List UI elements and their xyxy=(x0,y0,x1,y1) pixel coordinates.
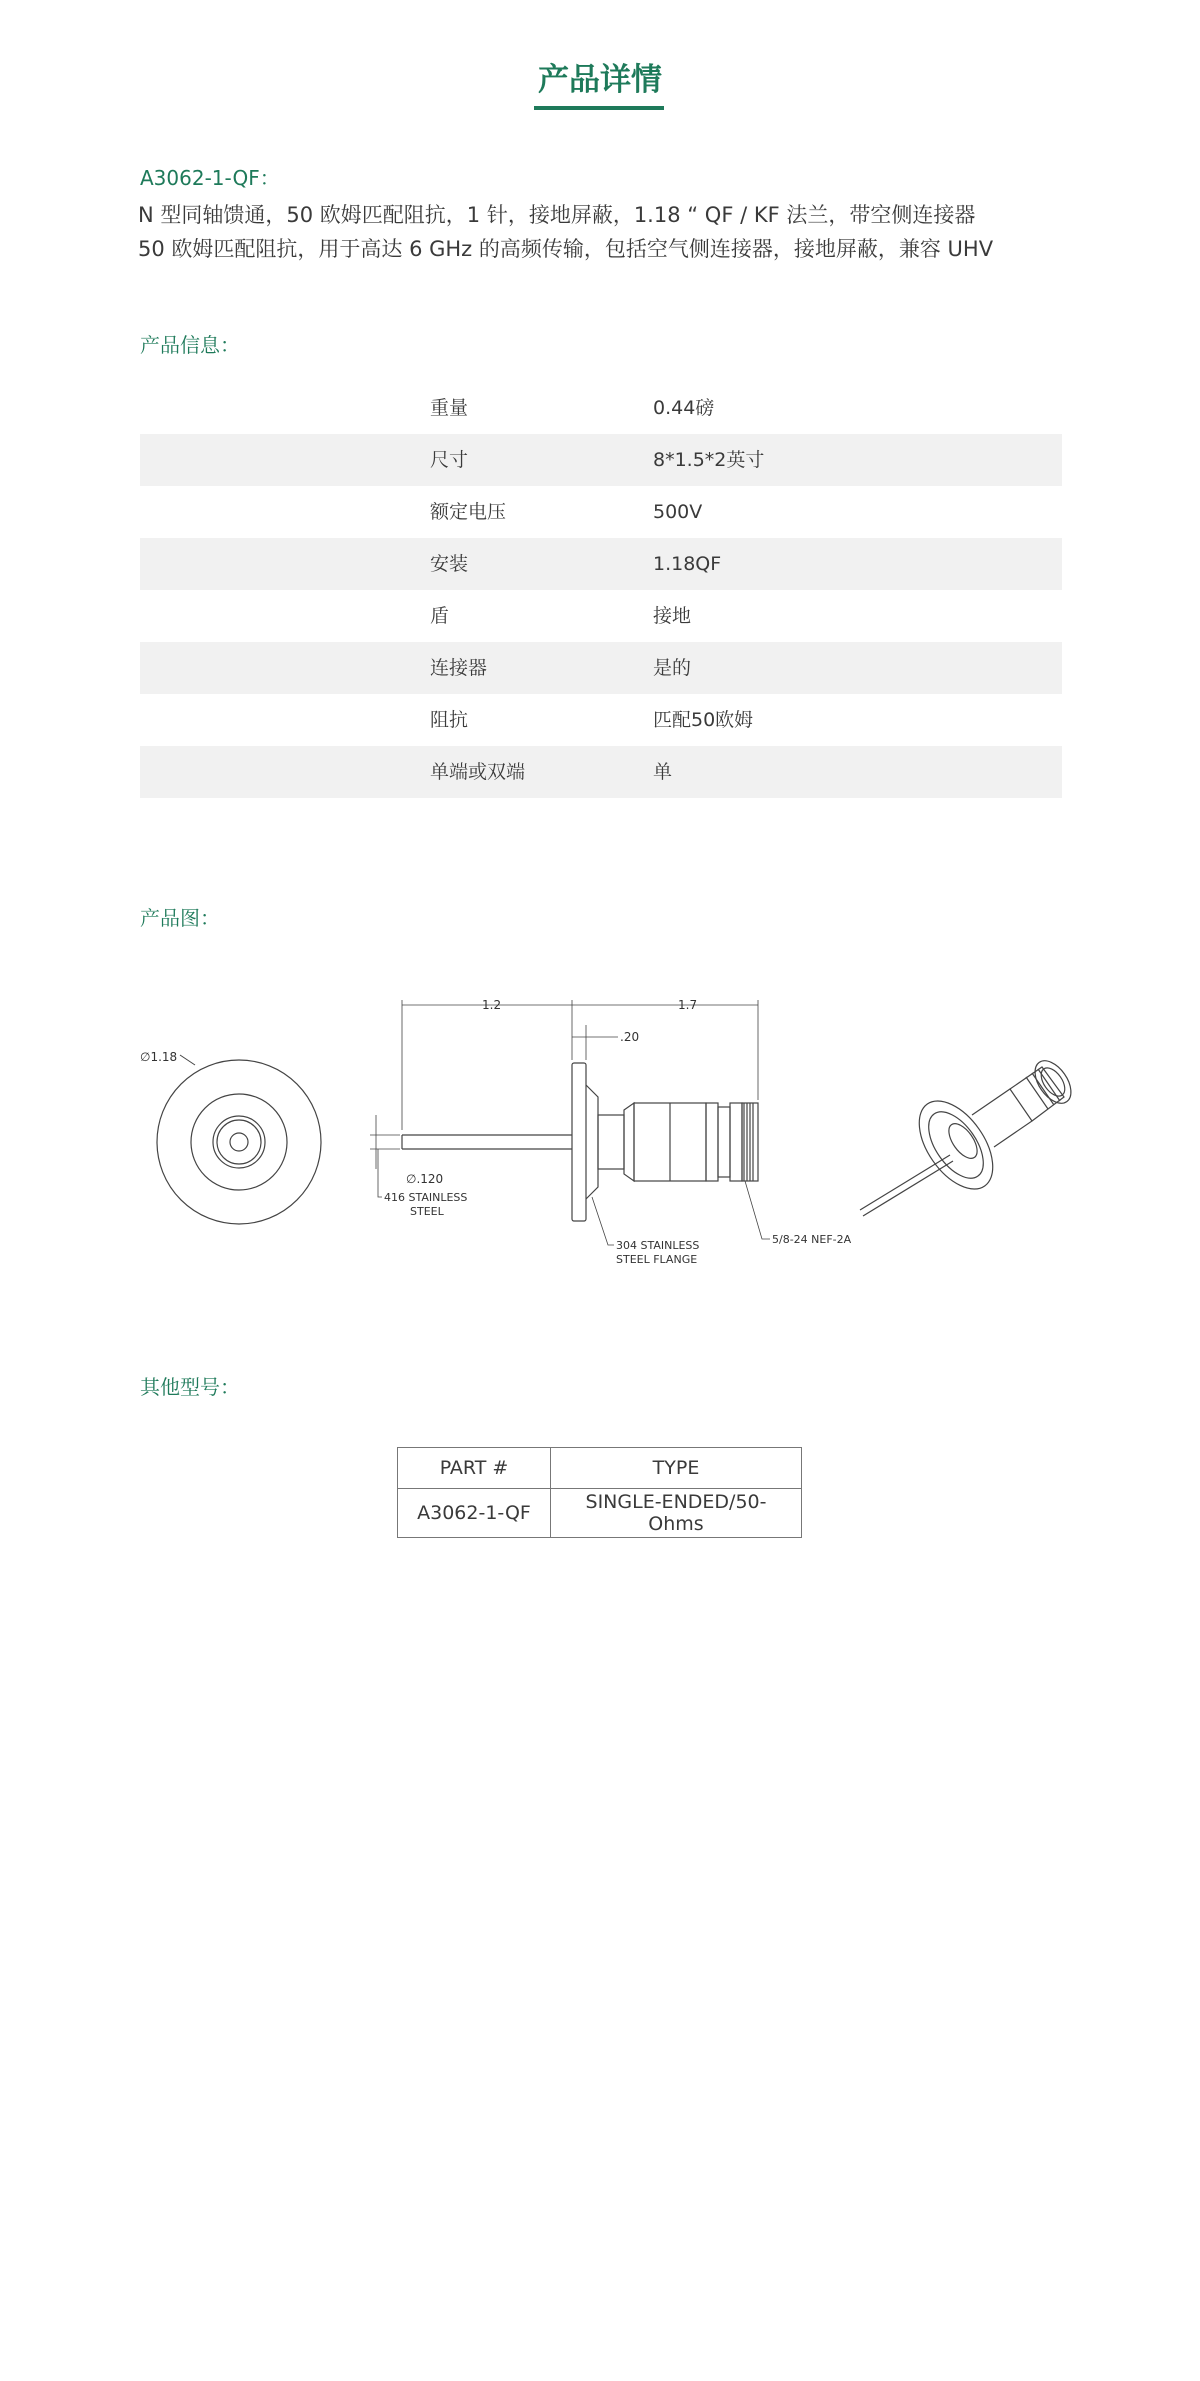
front-view xyxy=(157,1055,321,1224)
col-header-part: PART # xyxy=(398,1448,551,1489)
flange-material-1: 304 STAINLESS xyxy=(616,1239,700,1252)
description-line-1: N 型同轴馈通，50 欧姆匹配阻抗，1 针，接地屏蔽，1.18 “ QF / KF 法兰，带空侧连接器 xyxy=(138,203,976,227)
spec-key: 单端或双端 xyxy=(430,761,526,783)
spec-value: 500V xyxy=(653,501,703,523)
dim-flange-thickness: .20 xyxy=(620,1030,640,1044)
dim-length-a: 1.2 xyxy=(482,998,502,1012)
col-header-type: TYPE xyxy=(551,1448,802,1489)
spec-key: 额定电压 xyxy=(430,501,507,523)
spec-value: 是的 xyxy=(653,657,692,679)
description-line-2: 50 欧姆匹配阻抗，用于高达 6 GHz 的高频传输，包括空气侧连接器，接地屏蔽，兼容 UHV xyxy=(138,237,994,261)
spec-value: 8*1.5*2英寸 xyxy=(653,449,765,471)
cell-type: SINGLE-ENDED/50-Ohms xyxy=(551,1489,802,1538)
dim-length-b: 1.7 xyxy=(678,998,698,1012)
spec-key: 安装 xyxy=(430,553,469,575)
spec-key: 连接器 xyxy=(430,657,488,679)
model-label: A3062-1-QF： xyxy=(140,166,280,190)
spec-value: 单 xyxy=(653,761,673,783)
spec-value: 匹配50欧姆 xyxy=(653,709,754,731)
cell-part: A3062-1-QF xyxy=(398,1489,551,1538)
spec-row xyxy=(140,538,1062,590)
spec-row xyxy=(140,434,1062,486)
other-models-label: 其他型号： xyxy=(140,1375,240,1399)
table-row xyxy=(398,1489,802,1538)
dim-flange-dia: ∅1.18 xyxy=(140,1050,178,1064)
dim-pin-dia: ∅.120 xyxy=(406,1172,444,1186)
technical-drawing xyxy=(130,985,1080,1285)
spec-key: 重量 xyxy=(430,397,469,419)
part-table xyxy=(397,1447,802,1538)
product-image-label: 产品图： xyxy=(140,906,220,930)
spec-row xyxy=(140,746,1062,798)
spec-row xyxy=(140,694,1062,746)
spec-row xyxy=(140,382,1062,434)
title-underline xyxy=(534,106,664,110)
table-header-row xyxy=(398,1448,802,1489)
spec-key: 尺寸 xyxy=(430,449,469,471)
flange-material-2: STEEL FLANGE xyxy=(616,1253,698,1266)
page-title: 产品详情 xyxy=(538,62,662,98)
spec-key: 阻抗 xyxy=(430,709,469,731)
pin-material-2: STEEL xyxy=(410,1205,444,1218)
isometric-view xyxy=(860,1054,1078,1216)
spec-table xyxy=(140,382,1062,798)
spec-row xyxy=(140,642,1062,694)
product-info-label: 产品信息： xyxy=(140,333,240,357)
spec-key: 盾 xyxy=(430,605,450,627)
spec-row xyxy=(140,590,1062,642)
thread-spec: 5/8-24 NEF-2A xyxy=(772,1233,852,1246)
pin-material-1: 416 STAINLESS xyxy=(384,1191,468,1204)
spec-value: 接地 xyxy=(653,605,692,627)
spec-value: 1.18QF xyxy=(653,553,722,575)
spec-value: 0.44磅 xyxy=(653,397,715,419)
spec-row xyxy=(140,486,1062,538)
